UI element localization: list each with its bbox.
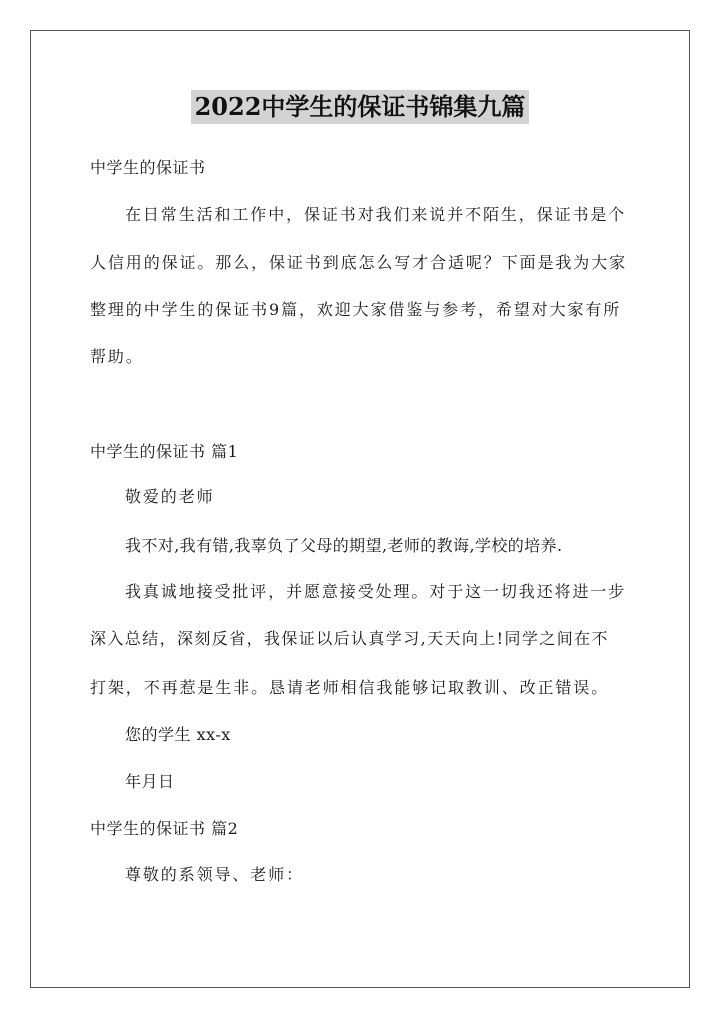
section2-heading: 中学生的保证书 篇2 [90, 819, 239, 838]
section1-salutation: 敬爱的老师 [125, 487, 215, 506]
section2-salutation: 尊敬的系领导、老师： [125, 865, 305, 884]
section1-line-3: 深入总结，深刻反省，我保证以后认真学习,天天向上!同学之间在不 [90, 629, 609, 648]
document-title: 2022中学生的保证书锦集九篇 [191, 90, 530, 124]
section1-heading: 中学生的保证书 篇1 [90, 442, 239, 461]
section1-signature: 您的学生 xx-x [125, 725, 231, 744]
title-container [0, 90, 720, 124]
section1-line-1: 我不对,我有错,我辜负了父母的期望,老师的教诲,学校的培养. [125, 536, 563, 555]
intro-line-1: 在日常生活和工作中，保证书对我们来说并不陌生，保证书是个 [125, 205, 627, 224]
section1-line-4: 打架，不再惹是生非。恳请老师相信我能够记取教训、改正错误。 [90, 678, 610, 697]
intro-heading: 中学生的保证书 [90, 158, 206, 177]
section1-date: 年月日 [125, 772, 175, 791]
intro-line-3: 整理的中学生的保证书9篇，欢迎大家借鉴与参考，希望对大家有所 [90, 300, 622, 319]
intro-line-2: 人信用的保证。那么，保证书到底怎么写才合适呢？下面是我为大家 [90, 253, 628, 272]
section1-line-2: 我真诚地接受批评，并愿意接受处理。对于这一切我还将进一步 [125, 582, 627, 601]
intro-line-4: 帮助。 [90, 347, 144, 366]
